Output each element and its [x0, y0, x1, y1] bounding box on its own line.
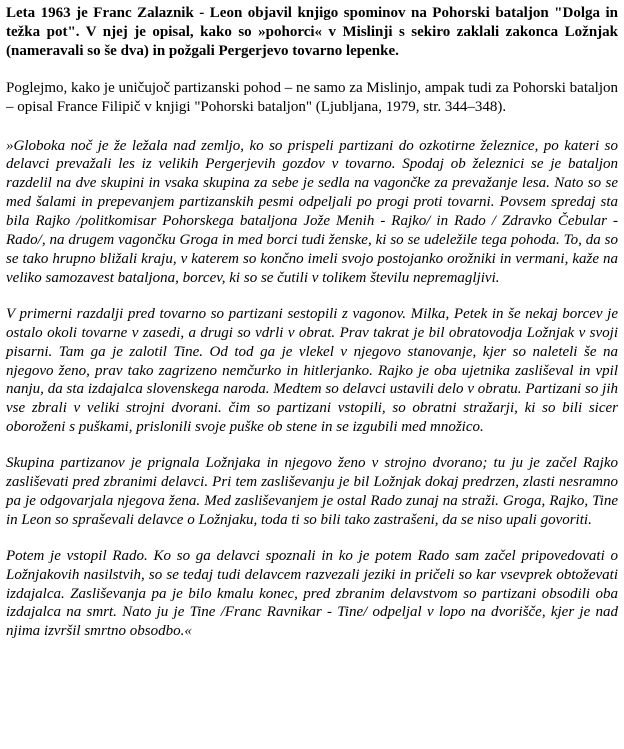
lead-paragraph: Poglejmo, kako je uničujoč partizanski pohod – ne samo za Mislinjo, ampak tudi za Pohorski bataljon – opisal France Filipič v knjigi "Pohorski bataljon" (Ljubljana, 1979, str. 344–348).	[6, 79, 618, 115]
document-page	[6, 4, 618, 641]
quote-paragraph-3: Skupina partizanov je prignala Ložnjaka in njegovo ženo v strojno dvorano; tu ju je začel Rajko zasliševati pred zbranimi delavci. Pri tem zasliševanju je bil Ložnjak dokaj predrzen, zlasti nesramno pa je odgovarjala njegova žena. Med zasliševanjem je ostal Rado zunaj na straži. Groga, Rajko, Tine in Leon so spraševali delavce o Ložnjaku, toda ti so bili tako zastrašeni, da se niso upali govoriti.	[6, 455, 618, 528]
quote-paragraph-2: V primerni razdalji pred tovarno so partizani sestopili z vagonov. Milka, Petek in še nekaj borcev je ostalo okoli tovarne v zasedi, a drugi so vdrli v obrat. Prav takrat je bil obratovodja Ložnjak v svoji pisarni. Tam ga je zalotil Tine. Od tod ga je vlekel v njegovo stanovanje, kjer so naleteli še na njegovo ženo, prav tako zagrizeno nemčurko in hitlerjanko. Rajko je oba ujetnika zasliševal in vpil nanju, da sta izdajalca slovenskega naroda. Medtem so delavci ustavili delo v obratu. Partizani so jih vse zbrali v veliki strojni dvorani. čim so partizani vstopili, so obratni stražarji, ki so bili sicer oboroženi s puškami, prislonili svoje puške ob stene in se izgubili med množico.	[6, 305, 618, 436]
intro-paragraph: Leta 1963 je Franc Zalaznik - Leon objavil knjigo spominov na Pohorski bataljon "Dolga in težka pot". V njej je opisal, kako so »pohorci« v Mislinji s sekiro zaklali zakonca Ložnjak (nameravali so še dva) in požgali Pergerjevo tovarno lepenke.	[6, 5, 618, 59]
quote-paragraph-4: Potem je vstopil Rado. Ko so ga delavci spoznali in ko je potem Rado sam začel pripovedovati o Ložnjakovih nasilstvih, so se tedaj tudi delavcem razvezali jeziki in pričeli so kar vsevprek obtoževati izdajalca. Zasliševanja pa je bilo kmalu konec, pred zbranim delavstvom so partizani obsodili oba izdajalca na smrt. Nato ju je Tine /Franc Ravnikar - Tine/ odpeljal v lopo na dvorišče, kjer je nad njima izvršil smrtno obsodbo.«	[6, 547, 618, 640]
quote-paragraph-1: »Globoka noč je že ležala nad zemljo, ko so prispeli partizani do ozkotirne železnice, po kateri so delavci prevažali les iz velikih Pergerjevih gozdov v tovarno. Spodaj ob železnici se je bataljon razdelil na dve skupini in vsaka skupina za sebe je sedla na vagončke za prevažanje lesa. Nato so se med šalami in prepevanjem partizanskih pesmi odpeljali po progi proti tovarni. Povsem spredaj sta bila Rajko /politkomisar Pohorskega bataljona Jože Menih - Rajko/ in Rado / Zdravko Čebular - Rado/, na drugem vagončku Groga in med borci tudi ženske, ki so se udeležile tega pohoda. To, da so se tako hrupno bližali kraju, v katerem so končno imeli svojo postojanko orožniki in vermani, kaže na veliko samozavest bataljona, borcev, ki so se čutili v tolikem številu nepremagljivi.	[6, 137, 618, 286]
